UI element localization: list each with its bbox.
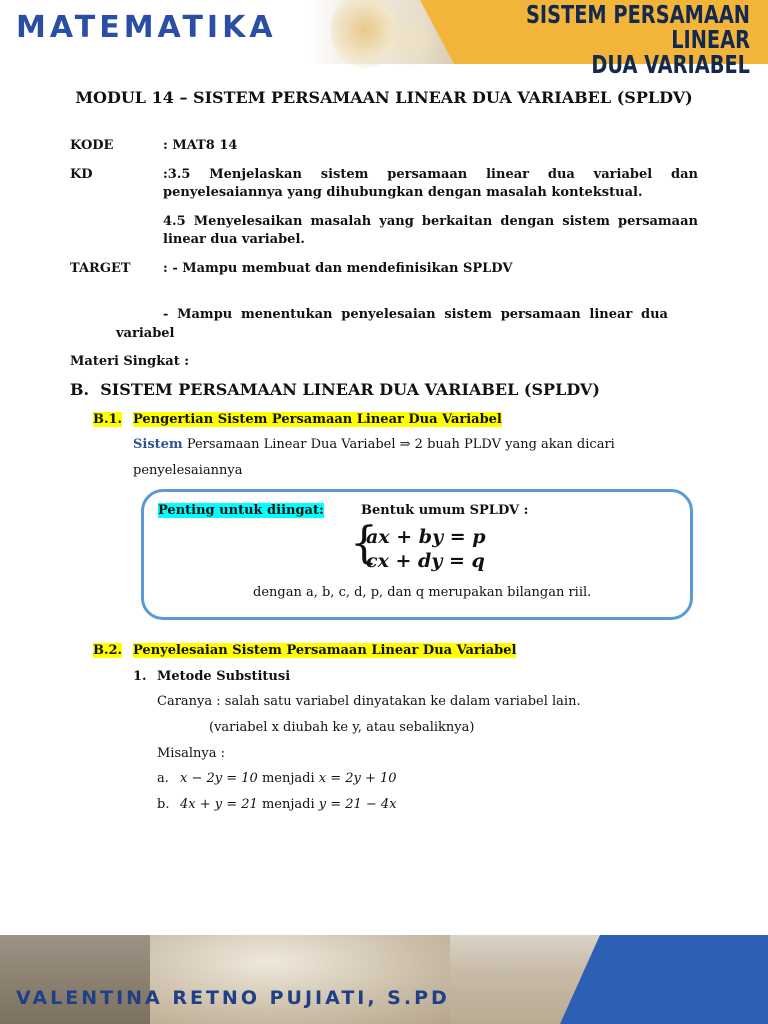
brace-symbol: { <box>350 518 378 569</box>
example-b-result: y = 21 − 4x <box>318 797 397 812</box>
b1-definition-text: Persamaan Linear Dua Variabel ⇒ 2 buah PLDV yang akan dicari <box>182 437 615 452</box>
section-b-heading: B. SISTEM PERSAMAAN LINEAR DUA VARIABEL (SPLDV) <box>70 380 600 399</box>
misalnya-label: Misalnya : <box>157 746 226 761</box>
target-label: TARGET <box>70 261 131 276</box>
subject-title: MATEMATIKA <box>16 10 277 45</box>
box-note: dengan a, b, c, d, p, dan q merupakan bilangan riil. <box>253 585 592 600</box>
caranya-note: (variabel x diubah ke y, atau sebaliknya) <box>209 720 475 735</box>
method-number: 1. <box>133 669 147 684</box>
example-b-word: menjadi <box>257 797 319 812</box>
b1-definition-line2: penyelesaiannya <box>133 463 243 478</box>
example-a <box>180 770 397 788</box>
footer-accent-panel <box>560 935 768 1024</box>
example-b-equation: 4x + y = 21 <box>180 797 258 812</box>
caranya-text: Caranya : salah satu variabel dinyatakan ke dalam variabel lain. <box>157 694 581 709</box>
target-item-2-line1: - Mampu menentukan penyelesaian sistem persamaan linear dua <box>163 307 668 322</box>
page-footer-banner <box>0 935 768 1024</box>
kode-value: : MAT8 14 <box>163 138 238 153</box>
example-a-result: x = 2y + 10 <box>318 771 397 786</box>
kd-45-line2: linear dua variabel. <box>163 232 305 247</box>
b1-definition <box>133 436 615 454</box>
example-b <box>180 796 397 814</box>
topic-title <box>492 2 750 77</box>
target-item-1: : - Mampu membuat dan mendefinisikan SPLDV <box>163 261 513 276</box>
sistem-keyword: Sistem <box>133 437 183 452</box>
kd-45-line1: 4.5 Menyelesaikan masalah yang berkaitan dengan sistem persamaan <box>163 214 698 229</box>
kd-35-line1: :3.5 Menjelaskan sistem persamaan linear dua variabel dan <box>163 167 698 182</box>
kode-label: KODE <box>70 138 114 153</box>
topic-title-line1: SISTEM PERSAMAAN LINEAR <box>525 0 750 54</box>
example-a-word: menjadi <box>257 771 319 786</box>
b2-title: Penyelesaian Sistem Persamaan Linear Dua Variabel <box>133 643 517 658</box>
example-a-equation: x − 2y = 10 <box>180 771 258 786</box>
kd-35-line2: penyelesaiannya yang dihubungkan dengan masalah kontekstual. <box>163 185 643 200</box>
b2-number: B.2. <box>93 643 123 658</box>
materi-label: Materi Singkat : <box>70 354 190 369</box>
b1-title: Pengertian Sistem Persamaan Linear Dua Variabel <box>133 412 502 427</box>
method-title: Metode Substitusi <box>157 669 291 684</box>
footer-decoration <box>150 935 450 1024</box>
footer-decoration <box>0 935 150 1024</box>
example-b-label: b. <box>157 797 170 812</box>
kd-label: KD <box>70 167 93 182</box>
page-header-banner <box>0 0 768 79</box>
penting-label: Penting untuk diingat: <box>158 503 324 518</box>
bentuk-umum-label: Bentuk umum SPLDV : <box>361 503 529 518</box>
author-name: VALENTINA RETNO PUJIATI, S.PD <box>16 987 450 1009</box>
example-a-label: a. <box>157 771 169 786</box>
module-title: MODUL 14 – SISTEM PERSAMAAN LINEAR DUA VARIABEL (SPLDV) <box>75 88 693 107</box>
target-item-2-line2: variabel <box>116 326 175 341</box>
topic-title-line2: DUA VARIABEL <box>591 50 750 79</box>
equation-2: cx + dy = q <box>366 550 485 572</box>
b1-number: B.1. <box>93 412 123 427</box>
equation-1: ax + by = p <box>366 526 486 548</box>
